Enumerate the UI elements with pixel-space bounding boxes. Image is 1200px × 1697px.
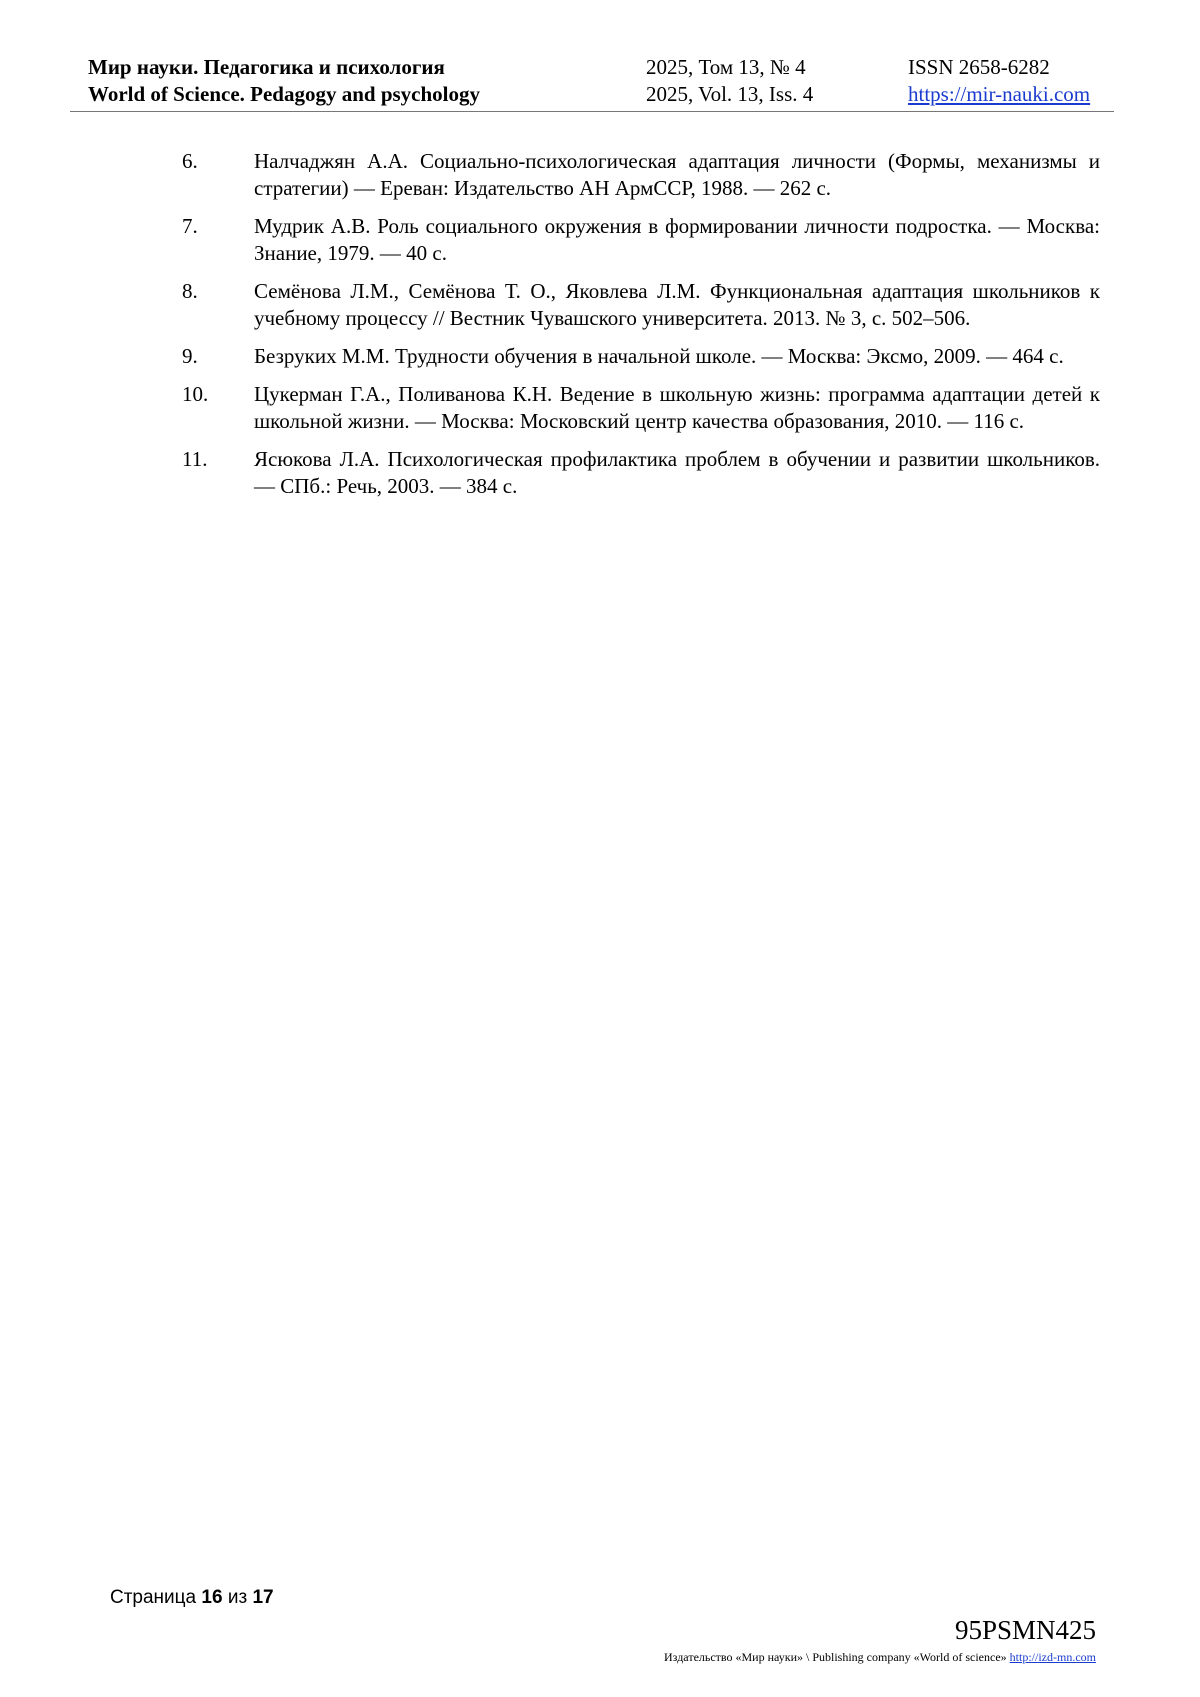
reference-number: 6.	[182, 149, 198, 173]
page-of: из	[227, 1587, 248, 1608]
reference-item	[182, 446, 1100, 500]
header-row-en	[88, 81, 1118, 108]
journal-title-ru: Мир науки. Педагогика и психология	[88, 55, 445, 79]
page-number	[110, 1587, 274, 1609]
reference-number: 7.	[182, 214, 198, 238]
running-header	[88, 54, 1118, 108]
publisher-text: Издательство «Мир науки» \ Publishing company «World of science»	[664, 1650, 1007, 1664]
article-code: 95PSMN425	[954, 1615, 1096, 1645]
reference-number: 11.	[182, 447, 208, 471]
reference-list	[182, 148, 1100, 511]
reference-text: Семёнова Л.М., Семёнова Т. О., Яковлева Л.М. Функциональная адаптация школьников к учебному процессу // Вестник Чувашского университета. 2013. № 3, с. 502–506.	[254, 279, 1100, 330]
issue-ru: 2025, Том 13, № 4	[646, 55, 806, 79]
journal-url-cell	[908, 81, 1090, 108]
publisher-line	[664, 1650, 1096, 1665]
reference-item	[182, 148, 1100, 202]
reference-text: Безруких М.М. Трудности обучения в начальной школе. — Москва: Эксмо, 2009. — 464 с.	[254, 344, 1064, 368]
reference-text: Цукерман Г.А., Поливанова К.Н. Ведение в школьную жизнь: программа адаптации детей к школьной жизни. — Москва: Московский центр качества образования, 2010. — 116 с.	[254, 382, 1100, 433]
issn: ISSN 2658-6282	[908, 55, 1050, 79]
page-current: 16	[201, 1587, 223, 1608]
page-label: Страница	[110, 1587, 197, 1608]
header-divider	[70, 111, 1114, 112]
reference-number: 10.	[182, 382, 209, 406]
journal-url-link[interactable]: https://mir-nauki.com	[908, 82, 1091, 106]
reference-item	[182, 213, 1100, 267]
reference-item	[182, 381, 1100, 435]
reference-text: Мудрик А.В. Роль социального окружения в формировании личности подростка. — Москва: Знание, 1979. — 40 с.	[254, 214, 1100, 265]
reference-text: Налчаджян А.А. Социально-психологическая адаптация личности (Формы, механизмы и стратегии) — Ереван: Издательство АН АрмССР, 1988. — 262 с.	[254, 149, 1100, 200]
issue-en: 2025, Vol. 13, Iss. 4	[646, 82, 814, 106]
reference-text: Ясюкова Л.А. Психологическая профилактика проблем в обучении и развитии школьников. — СПб.: Речь, 2003. — 384 с.	[254, 447, 1100, 498]
header-row-ru	[88, 54, 1118, 81]
journal-title-en: World of Science. Pedagogy and psychology	[88, 82, 481, 106]
reference-number: 9.	[182, 344, 198, 368]
publisher-link[interactable]: http://izd-mn.com	[1009, 1650, 1096, 1664]
reference-number: 8.	[182, 279, 198, 303]
reference-item	[182, 343, 1100, 370]
reference-item	[182, 278, 1100, 332]
page-total: 17	[252, 1587, 274, 1608]
